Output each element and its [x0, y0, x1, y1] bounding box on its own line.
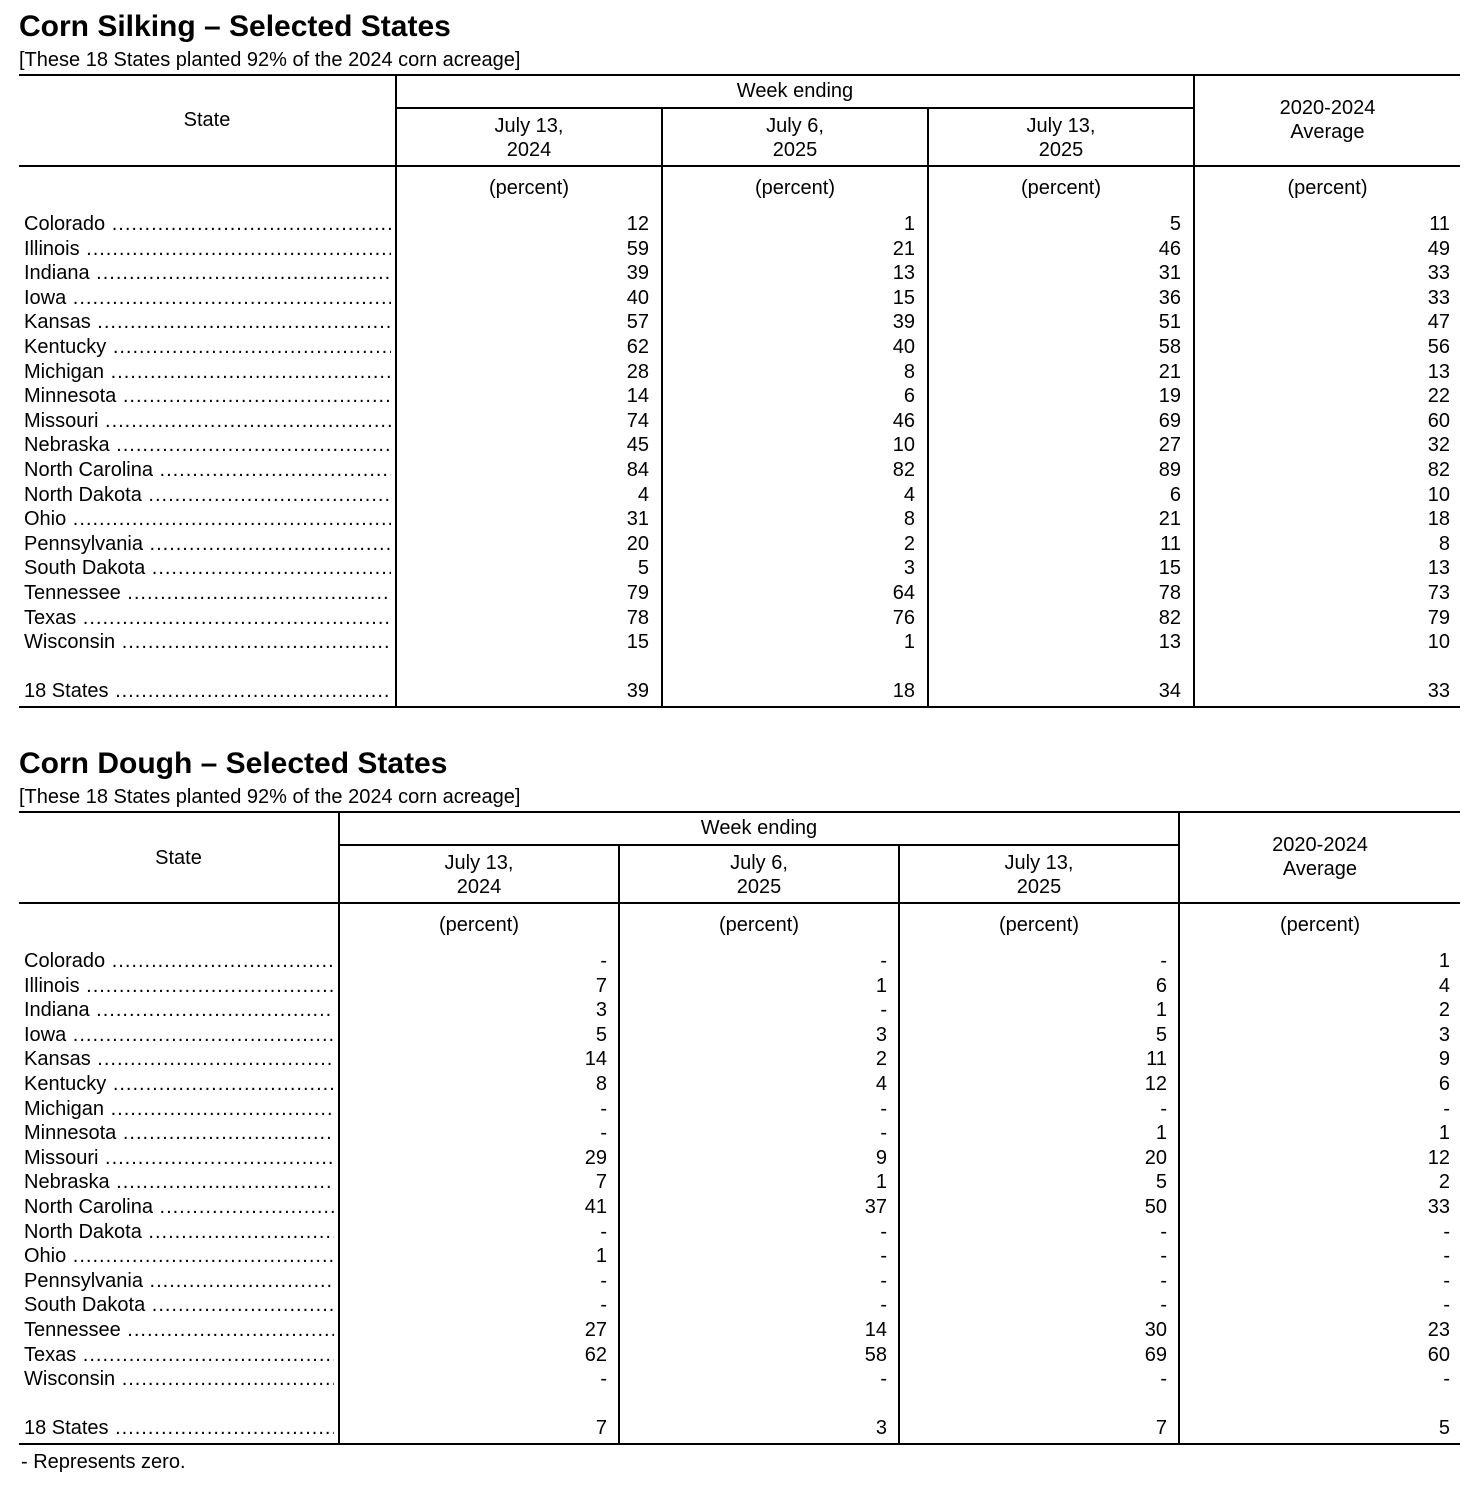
state-name: Indiana ..... [24, 998, 334, 1022]
table-row [19, 310, 1460, 334]
value-cell: 69 [1158, 409, 1181, 432]
col-header-july13-2025: July 13, 2025 [1004, 852, 1074, 898]
value-cell: - [1160, 1097, 1167, 1120]
value-cell: 39 [626, 262, 649, 285]
state-name: Tennessee ..... [24, 1318, 334, 1342]
value-cell: 73 [1427, 582, 1450, 604]
state-name: Minnesota ..... [24, 384, 391, 408]
table-row [19, 1072, 1460, 1096]
state-name: Kentucky ..... [24, 335, 391, 359]
value-cell: 18 [1427, 508, 1450, 531]
value-cell: 9 [875, 1146, 887, 1169]
table-row [19, 237, 1460, 261]
state-name: Michigan ..... [24, 1097, 334, 1121]
col-header-july13-2024: July 13, 2024 [494, 115, 564, 161]
table-row [19, 1269, 1460, 1293]
value-cell: 33 [1427, 286, 1450, 309]
value-cell: 21 [892, 237, 915, 260]
table-row [19, 1318, 1460, 1342]
value-cell: - [880, 1220, 887, 1243]
table-title: Corn Silking – Selected States [19, 10, 451, 43]
value-cell: - [880, 1122, 887, 1145]
table-row [19, 606, 1460, 630]
table-row [19, 433, 1460, 457]
table-row [19, 1170, 1460, 1194]
value-cell: - [600, 1269, 607, 1292]
unit-label: (percent) [718, 914, 800, 936]
table-row [19, 1146, 1460, 1170]
state-name: Indiana ..... [24, 261, 391, 285]
value-cell: 7 [595, 974, 607, 997]
value-cell: - [1160, 950, 1167, 972]
value-cell: 84 [626, 459, 649, 481]
value-cell: 11 [1146, 1048, 1167, 1071]
value-cell: 10 [892, 434, 915, 457]
value-cell: - [1443, 1294, 1450, 1317]
value-cell: 12 [626, 213, 649, 235]
unit-label: (percent) [998, 914, 1080, 936]
value-cell: 36 [1158, 286, 1181, 309]
state-name: Iowa ..... [24, 1023, 334, 1047]
value-cell: 3 [903, 557, 915, 580]
value-cell: 29 [584, 1146, 607, 1169]
value-cell: 2 [875, 1048, 887, 1071]
value-cell: 1 [875, 974, 887, 997]
table-bottom-rule [19, 1443, 1460, 1445]
value-cell: 31 [626, 508, 649, 531]
value-cell: - [880, 999, 887, 1022]
value-cell: - [1443, 1368, 1450, 1391]
state-name: Kentucky ..... [24, 1072, 334, 1096]
value-cell: 58 [1158, 336, 1181, 358]
table-row [19, 286, 1460, 310]
value-cell: 18 [892, 680, 915, 702]
state-name: South Dakota ..... [24, 556, 391, 580]
value-cell: 20 [626, 532, 649, 555]
value-cell: 78 [626, 606, 649, 629]
value-cell: 2 [1438, 999, 1450, 1022]
unit-label: (percent) [1020, 177, 1102, 199]
table-row [19, 556, 1460, 580]
state-name: Nebraska ..... [24, 1170, 334, 1194]
value-cell: 20 [1144, 1146, 1167, 1169]
state-name: Minnesota ..... [24, 1121, 334, 1145]
value-cell: 22 [1427, 385, 1450, 408]
unit-label: (percent) [1279, 914, 1361, 936]
value-cell: 62 [584, 1343, 607, 1366]
state-name: Colorado ..... [24, 212, 391, 236]
value-cell: 28 [626, 360, 649, 383]
state-name: North Carolina ..... [24, 1195, 334, 1219]
value-cell: 3 [595, 999, 607, 1022]
value-cell: 6 [903, 385, 915, 408]
table-row [19, 1220, 1460, 1244]
value-cell: 34 [1158, 680, 1181, 702]
table-row [19, 335, 1460, 359]
value-cell: 13 [892, 262, 915, 285]
value-cell: 5 [1155, 1171, 1167, 1194]
value-cell: 6 [1169, 483, 1181, 506]
value-cell: 32 [1427, 434, 1450, 457]
unit-label: (percent) [438, 914, 520, 936]
value-cell: 10 [1427, 483, 1450, 506]
value-cell: 57 [626, 311, 649, 334]
value-cell: 51 [1158, 311, 1181, 334]
value-cell: 1 [875, 1171, 887, 1194]
value-cell: 3 [1438, 1023, 1450, 1046]
value-cell: - [1443, 1245, 1450, 1268]
value-cell: 33 [1427, 262, 1450, 285]
table-row [19, 1293, 1460, 1317]
value-cell: 21 [1158, 360, 1181, 383]
corn-silking-table [19, 74, 1460, 710]
value-cell: - [880, 1097, 887, 1120]
value-cell: 39 [626, 680, 649, 702]
value-cell: - [600, 1368, 607, 1391]
state-name: Colorado ..... [24, 949, 334, 973]
state-name: North Carolina ..... [24, 458, 391, 482]
value-cell: 14 [864, 1319, 887, 1341]
table-row [19, 1195, 1460, 1219]
value-cell: 47 [1427, 311, 1450, 334]
col-header-july13-2025: July 13, 2025 [1026, 115, 1096, 161]
state-name: Ohio ..... [24, 1244, 334, 1268]
state-name: 18 States ..... [24, 1416, 334, 1440]
state-name: Missouri ..... [24, 409, 391, 433]
value-cell: 74 [626, 409, 649, 432]
value-cell: 9 [1438, 1048, 1450, 1071]
value-cell: 46 [892, 409, 915, 432]
value-cell: 3 [875, 1417, 887, 1439]
value-cell: 13 [1427, 557, 1450, 580]
value-cell: 14 [584, 1048, 607, 1071]
state-name: North Dakota ..... [24, 1220, 334, 1244]
value-cell: 21 [1158, 508, 1181, 531]
table-top-rule [19, 74, 1460, 76]
value-cell: 15 [1158, 557, 1181, 580]
state-name: North Dakota ..... [24, 483, 391, 507]
table-row [19, 458, 1460, 482]
table-row [19, 409, 1460, 433]
corn-dough-table [19, 811, 1460, 1447]
unit-label: (percent) [488, 177, 570, 199]
value-cell: 89 [1158, 459, 1181, 481]
value-cell: 40 [626, 286, 649, 309]
value-cell: - [1160, 1245, 1167, 1268]
value-cell: 8 [595, 1073, 607, 1095]
value-cell: - [880, 1245, 887, 1268]
header-bottom-rule [19, 902, 1460, 904]
value-cell: 46 [1158, 237, 1181, 260]
state-header: State [155, 847, 202, 869]
value-cell: 7 [595, 1417, 607, 1439]
table-row [19, 630, 1460, 654]
table-row [19, 974, 1460, 998]
value-cell: - [600, 1097, 607, 1120]
table-row [19, 1023, 1460, 1047]
state-name: Wisconsin ..... [24, 1367, 334, 1391]
col-header-average: 2020-2024 Average [1279, 97, 1376, 143]
value-cell: - [880, 1269, 887, 1292]
value-cell: 7 [1155, 1417, 1167, 1439]
state-name: South Dakota ..... [24, 1293, 334, 1317]
table-row [19, 581, 1460, 605]
value-cell: - [600, 950, 607, 972]
table-row [19, 1343, 1460, 1367]
value-cell: 8 [903, 508, 915, 531]
state-name: 18 States ..... [24, 679, 391, 703]
table-row [19, 360, 1460, 384]
value-cell: 41 [584, 1196, 607, 1218]
footnote: - Represents zero. [21, 1451, 186, 1473]
table-row [19, 384, 1460, 408]
state-name: Kansas ..... [24, 1047, 334, 1071]
value-cell: 2 [903, 532, 915, 555]
state-name: Illinois ..... [24, 974, 334, 998]
state-name: Missouri ..... [24, 1146, 334, 1170]
week-ending-header: Week ending [736, 80, 854, 102]
value-cell: 76 [892, 606, 915, 629]
value-cell: - [1160, 1269, 1167, 1292]
value-cell: - [1443, 1097, 1450, 1120]
table-row [19, 483, 1460, 507]
table-row [19, 1047, 1460, 1071]
value-cell: 27 [584, 1319, 607, 1341]
value-cell: 1 [903, 213, 915, 235]
state-name: Wisconsin ..... [24, 630, 391, 654]
col-header-july13-2024: July 13, 2024 [444, 852, 514, 898]
col-header-july6-2025: July 6, 2025 [766, 115, 824, 161]
state-name: Texas ..... [24, 606, 391, 630]
unit-label: (percent) [754, 177, 836, 199]
value-cell: 60 [1427, 1343, 1450, 1366]
table-title: Corn Dough – Selected States [19, 747, 448, 780]
value-cell: 58 [864, 1343, 887, 1366]
value-cell: 82 [1158, 606, 1181, 629]
value-cell: 33 [1427, 680, 1450, 702]
table-row [19, 998, 1460, 1022]
value-cell: 1 [1155, 999, 1167, 1022]
table-row [19, 1097, 1460, 1121]
table-top-rule [19, 811, 1460, 813]
value-cell: 23 [1427, 1319, 1450, 1341]
table-row [19, 507, 1460, 531]
table-subtitle: [These 18 States planted 92% of the 2024 corn acreage] [19, 49, 521, 71]
value-cell: - [1160, 1368, 1167, 1391]
value-cell: 45 [626, 434, 649, 457]
value-cell: 4 [1438, 974, 1450, 997]
state-name: Iowa ..... [24, 286, 391, 310]
value-cell: 59 [626, 237, 649, 260]
value-cell: - [1443, 1269, 1450, 1292]
value-cell: - [880, 950, 887, 972]
value-cell: 5 [637, 557, 649, 580]
value-cell: 2 [1438, 1171, 1450, 1194]
table-row [19, 532, 1460, 556]
week-ending-rule [396, 107, 1194, 109]
value-cell: 15 [892, 286, 915, 309]
state-name: Pennsylvania ..... [24, 532, 391, 556]
state-name: Illinois ..... [24, 237, 391, 261]
value-cell: 40 [892, 336, 915, 358]
value-cell: 39 [892, 311, 915, 334]
table-subtitle: [These 18 States planted 92% of the 2024 corn acreage] [19, 786, 521, 808]
state-name: Michigan ..... [24, 360, 391, 384]
value-cell: 1 [903, 631, 915, 654]
value-cell: - [1443, 1220, 1450, 1243]
value-cell: 8 [1438, 532, 1450, 555]
value-cell: 11 [1160, 532, 1181, 555]
week-ending-header: Week ending [700, 817, 818, 839]
value-cell: 1 [1438, 1122, 1450, 1145]
corn-silking-section [19, 10, 1460, 710]
value-cell: 69 [1144, 1343, 1167, 1366]
value-cell: 1 [595, 1245, 607, 1268]
value-cell: - [1160, 1220, 1167, 1243]
table-row [19, 1367, 1460, 1391]
value-cell: - [1160, 1294, 1167, 1317]
table-row [19, 949, 1460, 973]
value-cell: 1 [1438, 950, 1450, 972]
value-cell: 82 [1427, 459, 1450, 481]
state-name: Tennessee ..... [24, 581, 391, 605]
state-header: State [183, 109, 231, 131]
value-cell: 5 [1169, 213, 1181, 235]
value-cell: 11 [1429, 213, 1450, 235]
value-cell: 62 [626, 336, 649, 358]
value-cell: 33 [1427, 1196, 1450, 1218]
value-cell: 78 [1158, 582, 1181, 604]
value-cell: 6 [1155, 974, 1167, 997]
value-cell: 7 [595, 1171, 607, 1194]
value-cell: 14 [626, 385, 649, 408]
total-row [19, 1416, 1460, 1440]
value-cell: 3 [875, 1023, 887, 1046]
week-ending-rule [339, 844, 1179, 846]
value-cell: - [600, 1220, 607, 1243]
value-cell: 79 [1427, 606, 1450, 629]
state-name: Kansas ..... [24, 310, 391, 334]
value-cell: 79 [626, 582, 649, 604]
value-cell: 60 [1427, 409, 1450, 432]
value-cell: 1 [1155, 1122, 1167, 1145]
value-cell: - [880, 1368, 887, 1391]
value-cell: 15 [626, 631, 649, 654]
value-cell: 37 [864, 1196, 887, 1218]
value-cell: 5 [1155, 1023, 1167, 1046]
value-cell: 10 [1427, 631, 1450, 654]
value-cell: 64 [892, 582, 915, 604]
table-bottom-rule [19, 706, 1460, 708]
state-name: Texas ..... [24, 1343, 334, 1367]
value-cell: 6 [1438, 1073, 1450, 1095]
value-cell: 13 [1158, 631, 1181, 654]
value-cell: 5 [1438, 1417, 1450, 1439]
value-cell: 19 [1158, 385, 1181, 408]
value-cell: 31 [1158, 262, 1181, 285]
table-row [19, 261, 1460, 285]
value-cell: 12 [1144, 1073, 1167, 1095]
value-cell: 4 [875, 1073, 887, 1095]
table-row [19, 1121, 1460, 1145]
value-cell: 50 [1144, 1196, 1167, 1218]
total-row [19, 679, 1460, 703]
unit-label: (percent) [1287, 177, 1368, 199]
value-cell: 56 [1427, 336, 1450, 358]
value-cell: 8 [903, 360, 915, 383]
value-cell: 4 [637, 483, 649, 506]
value-cell: 12 [1427, 1146, 1450, 1169]
corn-dough-section [19, 747, 1460, 1447]
state-name: Ohio ..... [24, 507, 391, 531]
value-cell: 4 [903, 483, 915, 506]
value-cell: 13 [1427, 360, 1450, 383]
value-cell: 49 [1427, 237, 1450, 260]
value-cell: 27 [1158, 434, 1181, 457]
value-cell: - [600, 1294, 607, 1317]
state-name: Nebraska ..... [24, 433, 391, 457]
state-name: Pennsylvania ..... [24, 1269, 334, 1293]
value-cell: - [880, 1294, 887, 1317]
header-bottom-rule [19, 165, 1460, 167]
value-cell: - [600, 1122, 607, 1145]
value-cell: 30 [1144, 1319, 1167, 1341]
table-row [19, 1244, 1460, 1268]
table-row [19, 212, 1460, 236]
col-header-july6-2025: July 6, 2025 [730, 852, 788, 898]
col-header-average: 2020-2024 Average [1272, 834, 1368, 880]
value-cell: 82 [892, 459, 915, 481]
value-cell: 5 [595, 1023, 607, 1046]
